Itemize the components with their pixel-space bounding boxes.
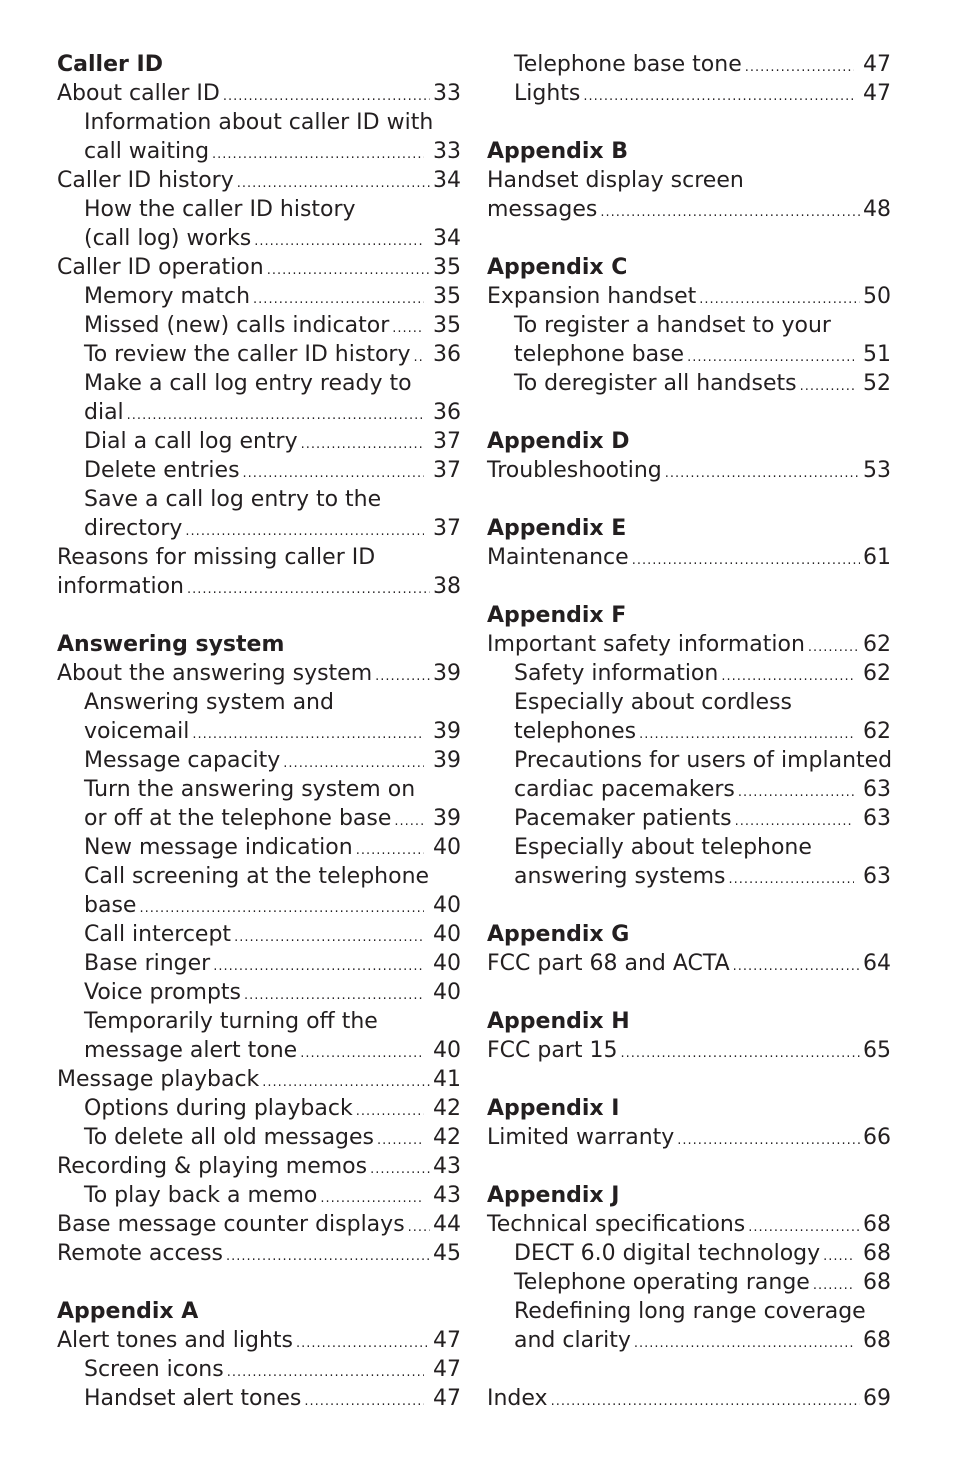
page-number: 35 [433,284,461,309]
toc-entry-or-off-at-the-telephone-base[interactable] [57,804,461,833]
toc-entry-label: Telephone base tone [514,52,742,77]
page-number: 39 [433,806,461,831]
dot-leader [356,836,424,865]
page-number: 64 [863,951,891,976]
toc-entry-text: To register a handset to your [514,313,831,338]
dot-leader [300,1039,424,1068]
toc-entry-important-safety-information[interactable] [487,630,891,659]
toc-entry-safety-information[interactable] [487,659,891,688]
page-number: 40 [433,980,461,1005]
toc-entry-telephones[interactable] [487,717,891,746]
dot-leader [639,720,854,749]
dot-leader [823,1242,854,1271]
toc-entry-label: cardiac pacemakers [514,777,735,802]
toc-entry-label: Recording & playing memos [57,1154,368,1179]
toc-entry-text: Call screening at the telephone [84,864,430,889]
page-number: 43 [433,1154,461,1179]
toc-entry-screen-icons[interactable] [57,1355,461,1384]
toc-entry-label: Alert tones and lights [57,1328,293,1353]
page-number: 45 [433,1241,461,1266]
dot-leader [234,923,424,952]
toc-entry-and-clarity[interactable] [487,1326,891,1355]
spacer [487,978,891,1007]
toc-entry-text: Redefining long range coverage [514,1299,866,1324]
page-number: 40 [433,893,461,918]
page-number: 62 [863,719,891,744]
toc-entry-text: Especially about cordless [514,690,793,715]
section-heading: Answering system [57,632,285,657]
toc-entry-call-waiting[interactable] [57,137,461,166]
page-number: 40 [433,835,461,860]
toc-entry-text: Handset display screen [487,168,744,193]
toc-entry-label: Safety information [514,661,719,686]
toc-entry-label: Call intercept [84,922,232,947]
toc-entry-text: Reasons for missing caller ID [57,545,376,570]
toc-entry-label: Message playback [57,1067,260,1092]
toc-entry-text: Turn the answering system on [84,777,416,802]
dot-leader [370,1155,430,1184]
page-number: 36 [433,400,461,425]
toc-entry-label: (call log) works [84,226,252,251]
dot-leader [213,952,424,981]
spacer [487,891,891,920]
page-number: 47 [433,1328,461,1353]
page-number: 36 [433,342,461,367]
toc-entry-label: Screen icons [84,1357,224,1382]
toc-entry-label: Missed (new) calls indicator [84,313,390,338]
toc-entry-about-caller-id[interactable] [57,79,461,108]
dot-leader [356,1097,424,1126]
toc-left-column [57,50,461,1413]
toc-entry-dect-6-0-digital-technology[interactable] [487,1239,891,1268]
section-heading: Appendix J [487,1183,620,1208]
dot-leader [808,633,860,662]
section-heading: Appendix F [487,603,627,628]
page-number: 68 [863,1270,891,1295]
toc-entry-expansion-handset[interactable] [487,282,891,311]
toc-entry-recording-playing-memos[interactable] [57,1152,461,1181]
page-number: 51 [863,342,891,367]
toc-entry-to-deregister-all-handsets[interactable] [487,369,891,398]
dot-leader [320,1184,424,1213]
toc-entry-text: Save a call log entry to the [84,487,382,512]
dot-leader [394,807,424,836]
spacer [487,572,891,601]
toc-entry-label: or off at the telephone base [84,806,392,831]
dot-leader [748,1213,860,1242]
dot-leader [127,401,424,430]
toc-entry-about-the-answering-system[interactable] [57,659,461,688]
toc-entry-handset-alert-tones[interactable] [57,1384,461,1413]
toc-entry-index[interactable] [487,1384,891,1413]
toc-entry-label: To deregister all handsets [514,371,797,396]
dot-leader [375,662,430,691]
toc-entry-fcc-part-15[interactable] [487,1036,891,1065]
toc-entry-label: Pacemaker patients [514,806,732,831]
page-number: 47 [863,81,891,106]
dot-leader [226,1242,430,1271]
page-number: 68 [863,1241,891,1266]
toc-entry-technical-specifications[interactable] [487,1210,891,1239]
dot-leader [733,952,860,981]
page-number: 63 [863,777,891,802]
page-number: 42 [433,1096,461,1121]
page-number: 47 [433,1386,461,1411]
section-heading: Appendix I [487,1096,620,1121]
spacer [57,601,461,630]
section-heading: Appendix G [487,922,630,947]
toc-entry-label: telephone base [514,342,685,367]
section-heading: Appendix C [487,255,628,280]
toc-entry-pacemaker-patients[interactable] [487,804,891,833]
toc-entry-label: message alert tone [84,1038,298,1063]
toc-entry-call-intercept[interactable] [57,920,461,949]
toc-entry-label: Caller ID history [57,168,234,193]
dot-leader [237,169,430,198]
toc-entry-fcc-part-68-and-acta[interactable] [487,949,891,978]
toc-entry-label: New message indication [84,835,353,860]
toc-entry-label: Limited warranty [487,1125,675,1150]
toc-entry-label: To play back a memo [84,1183,318,1208]
dot-leader [212,140,424,169]
toc-entry-text: Make a call log entry ready to [84,371,412,396]
dot-leader [283,749,424,778]
toc-entry-dial[interactable] [57,398,461,427]
toc-entry-text: How the caller ID history [84,197,356,222]
toc-entry-voicemail[interactable] [57,717,461,746]
dot-leader [304,1387,424,1416]
dot-leader [634,1329,854,1358]
spacer [487,108,891,137]
toc-entry-label: Caller ID operation [57,255,264,280]
section-heading: Appendix E [487,516,627,541]
page-number: 33 [433,81,461,106]
toc-entry-text: Answering system and [84,690,334,715]
toc-entry-label: About the answering system [57,661,373,686]
dot-leader [408,1213,430,1242]
toc-entry-label: voicemail [84,719,190,744]
dot-leader [187,575,430,604]
toc-entry-maintenance[interactable] [487,543,891,572]
toc-entry-label: answering systems [514,864,726,889]
toc-entry-label: Base message counter displays [57,1212,405,1237]
page-number: 69 [863,1386,891,1411]
toc-entry-label: Index [487,1386,548,1411]
toc-entry-missed-new-calls-indicator[interactable] [57,311,461,340]
toc-entry-label: telephones [514,719,637,744]
page-number: 39 [433,748,461,773]
toc-entry-label: Dial a call log entry [84,429,298,454]
section-heading: Appendix D [487,429,630,454]
toc-entry-label: FCC part 68 and ACTA [487,951,730,976]
section-heading: Appendix H [487,1009,630,1034]
page-number: 68 [863,1212,891,1237]
spacer [487,485,891,514]
page-number: 39 [433,719,461,744]
toc-entry-information[interactable] [57,572,461,601]
toc-entry-telephone-base-tone[interactable] [487,50,891,79]
toc-entry-alert-tones-and-lights[interactable] [57,1326,461,1355]
spacer [487,1065,891,1094]
section-heading: Appendix B [487,139,629,164]
page-number: 52 [863,371,891,396]
toc-entry-label: DECT 6.0 digital technology [514,1241,821,1266]
toc-entry-to-play-back-a-memo[interactable] [57,1181,461,1210]
dot-leader [296,1329,430,1358]
page-number: 47 [433,1357,461,1382]
page-number: 63 [863,806,891,831]
dot-leader [262,1068,430,1097]
dot-leader [192,720,424,749]
toc-entry-caller-id-history[interactable] [57,166,461,195]
page-number: 42 [433,1125,461,1150]
toc-entry-label: messages [487,197,598,222]
toc-entry-to-review-the-caller-id-history[interactable] [57,340,461,369]
toc-entry-base[interactable] [57,891,461,920]
page-number: 62 [863,632,891,657]
toc-entry-label: About caller ID [57,81,220,106]
dot-leader [738,778,854,807]
toc-entry-label: Memory match [84,284,251,309]
dot-leader [620,1039,860,1068]
toc-entry-options-during-playback[interactable] [57,1094,461,1123]
dot-leader [687,343,854,372]
page-number: 66 [863,1125,891,1150]
toc-entry-to-delete-all-old-messages[interactable] [57,1123,461,1152]
page-number: 61 [863,545,891,570]
dot-leader [551,1387,860,1416]
toc-entry-label: Important safety information [487,632,805,657]
spacer [487,1152,891,1181]
dot-leader [632,546,860,575]
dot-leader [699,285,860,314]
spacer [487,398,891,427]
page-number: 38 [433,574,461,599]
page-number: 33 [433,139,461,164]
toc-entry-label: Maintenance [487,545,629,570]
page-number: 35 [433,313,461,338]
toc-entry-label: Troubleshooting [487,458,662,483]
toc-entry-directory[interactable] [57,514,461,543]
toc-entry-label: directory [84,516,183,541]
toc-entry-cardiac-pacemakers[interactable] [487,775,891,804]
toc-entry-label: Message capacity [84,748,281,773]
toc-entry-text: Precautions for users of implanted [514,748,893,773]
spacer [57,1268,461,1297]
dot-leader [735,807,854,836]
toc-entry-call-log-works[interactable] [57,224,461,253]
section-heading: Caller ID [57,52,163,77]
toc-entry-messages[interactable] [487,195,891,224]
dot-leader [377,1126,424,1155]
toc-entry-label: base [84,893,137,918]
toc-entry-label: Delete entries [84,458,240,483]
page-number: 48 [863,197,891,222]
toc-entry-voice-prompts[interactable] [57,978,461,1007]
dot-leader [244,981,424,1010]
page-number: 41 [433,1067,461,1092]
toc-entry-label: Technical specifications [487,1212,746,1237]
page-number: 62 [863,661,891,686]
page-number: 47 [863,52,891,77]
dot-leader [600,198,860,227]
toc-entry-label: information [57,574,184,599]
page-number: 40 [433,1038,461,1063]
dot-leader [253,285,424,314]
page-number: 50 [863,284,891,309]
dot-leader [813,1271,854,1300]
dot-leader [583,82,854,111]
toc-entry-label: Lights [514,81,581,106]
dot-leader [185,517,424,546]
toc-entry-label: Base ringer [84,951,211,976]
toc-entry-text: Especially about telephone [514,835,812,860]
spacer [487,1355,891,1384]
toc-entry-dial-a-call-log-entry[interactable] [57,427,461,456]
toc-entry-limited-warranty[interactable] [487,1123,891,1152]
page-number: 65 [863,1038,891,1063]
dot-leader [254,227,424,256]
toc-entry-label: To review the caller ID history [84,342,411,367]
dot-leader [745,53,854,82]
toc-entry-base-ringer[interactable] [57,949,461,978]
dot-leader [728,865,854,894]
toc-entry-remote-access[interactable] [57,1239,461,1268]
toc-entry-caller-id-operation[interactable] [57,253,461,282]
dot-leader [665,459,860,488]
page-number: 44 [433,1212,461,1237]
toc-entry-label: call waiting [84,139,210,164]
section-heading: Appendix A [57,1299,199,1324]
toc-entry-text: Temporarily turning off the [84,1009,378,1034]
toc-entry-label: Expansion handset [487,284,697,309]
toc-entry-label: Voice prompts [84,980,242,1005]
dot-leader [267,256,430,285]
page-number: 35 [433,255,461,280]
toc-entry-label: and clarity [514,1328,631,1353]
dot-leader [227,1358,424,1387]
dot-leader [721,662,854,691]
toc-entry-label: To delete all old messages [84,1125,375,1150]
page-number: 37 [433,429,461,454]
dot-leader [677,1126,860,1155]
toc-entry-message-capacity[interactable] [57,746,461,775]
toc-entry-lights[interactable] [487,79,891,108]
page-number: 39 [433,661,461,686]
toc-entry-label: Telephone operating range [514,1270,810,1295]
toc-entry-message-alert-tone[interactable] [57,1036,461,1065]
toc-entry-label: FCC part 15 [487,1038,618,1063]
toc-entry-message-playback[interactable] [57,1065,461,1094]
dot-leader [139,894,424,923]
toc-entry-answering-systems[interactable] [487,862,891,891]
toc-entry-telephone-base[interactable] [487,340,891,369]
dot-leader [392,314,424,343]
page-number: 43 [433,1183,461,1208]
toc-entry-memory-match[interactable] [57,282,461,311]
toc-entry-label: dial [84,400,124,425]
toc-entry-new-message-indication[interactable] [57,833,461,862]
page-number: 53 [863,458,891,483]
page-number: 34 [433,168,461,193]
dot-leader [223,82,430,111]
dot-leader [243,459,424,488]
toc-entry-delete-entries[interactable] [57,456,461,485]
page-number: 37 [433,458,461,483]
toc-entry-telephone-operating-range[interactable] [487,1268,891,1297]
page-number: 68 [863,1328,891,1353]
toc-entry-base-message-counter-displays[interactable] [57,1210,461,1239]
toc-entry-label: Remote access [57,1241,224,1266]
page-number: 40 [433,951,461,976]
dot-leader [301,430,424,459]
toc-entry-text: Information about caller ID with [84,110,434,135]
dot-leader [800,372,854,401]
toc-entry-troubleshooting[interactable] [487,456,891,485]
spacer [487,224,891,253]
page-number: 40 [433,922,461,947]
toc-entry-label: Options during playback [84,1096,353,1121]
toc-entry-label: Handset alert tones [84,1386,302,1411]
page-number: 37 [433,516,461,541]
page-number: 63 [863,864,891,889]
toc-right-column [487,50,891,1413]
dot-leader [413,343,424,372]
page-number: 34 [433,226,461,251]
